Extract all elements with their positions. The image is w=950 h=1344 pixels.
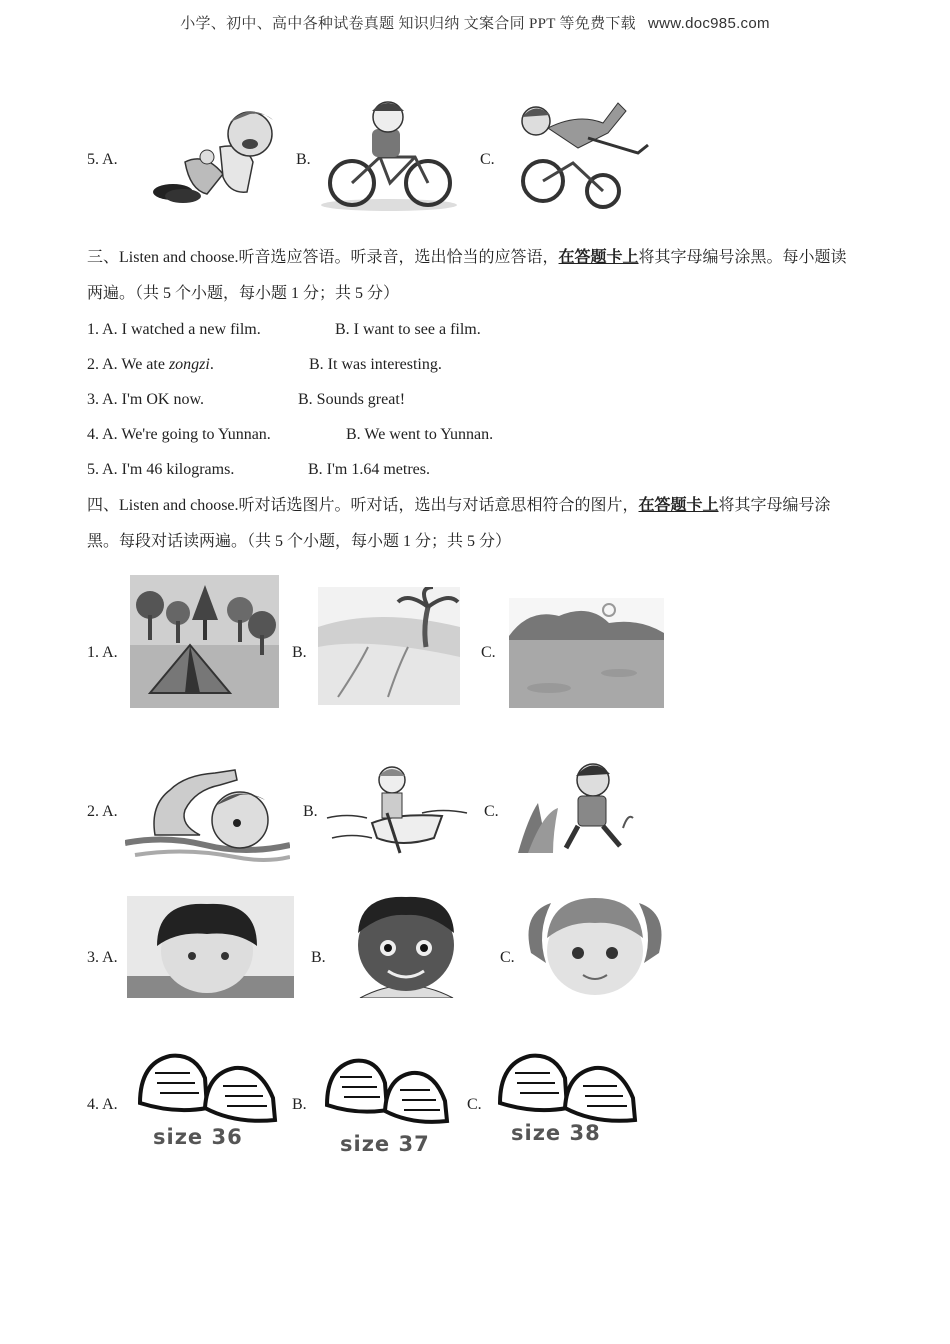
dark-skinned-boy-picture <box>340 893 473 998</box>
s3-item-5-option-a: 5. A. I'm 46 kilograms. <box>87 461 235 478</box>
s3-item-2 <box>87 356 442 374</box>
girl-ponytail-picture <box>521 893 669 998</box>
s4-q4-label-c: C. <box>467 1096 482 1113</box>
section4-intro-part2: 将其字母编号涂黑。每段对话读两遍。（共 5 个小题，每小题 1 分；共 5 分） <box>87 497 831 550</box>
s4-q1-label-c: C. <box>481 644 496 661</box>
s3-item-3-option-a: 3. A. I'm OK now. <box>87 391 204 408</box>
beach-palm-picture <box>318 587 460 705</box>
crying-boy-picture <box>135 102 280 204</box>
s3-item-1 <box>87 321 481 339</box>
s3-item-4-option-a: 4. A. We're going to Yunnan. <box>87 426 271 443</box>
s3-item-1-option-a: 1. A. I watched a new film. <box>87 321 261 338</box>
s3-item-4 <box>87 426 494 444</box>
header-text: 小学、初中、高中各种试卷真题 知识归纳 文案合同 PPT 等免费下载 <box>180 16 636 32</box>
s4-q4-label-a: 4. A. <box>87 1096 118 1113</box>
s3-item-5-option-b: B. I'm 1.64 metres. <box>308 461 430 478</box>
s4-q1-label-a: 1. A. <box>87 644 118 661</box>
s3-item-2-option-b: B. It was interesting. <box>309 356 442 373</box>
s4-q2-label-c: C. <box>484 803 499 820</box>
s4-q1-label-b: B. <box>292 644 307 661</box>
s3-item-3-option-b: B. Sounds great! <box>298 391 406 408</box>
camping-tent-picture <box>130 575 279 708</box>
section4-emphasis: 在答题卡上 <box>638 497 719 514</box>
shoes-size-36-picture <box>135 1048 280 1150</box>
header-site: www.doc985.com <box>648 15 770 32</box>
shoes-size-37-picture <box>322 1055 450 1155</box>
s4-q4-label-b: B. <box>292 1096 307 1113</box>
s4-q2-label-b: B. <box>303 803 318 820</box>
s3-item-2-option-a: 2. A. We ate zongzi. <box>87 356 214 373</box>
shoe-size-label-36: size 36 <box>153 1125 243 1149</box>
section3-instructions <box>87 240 857 312</box>
section3-intro-part2: 将其字母编号涂黑。每小题读两遍。（共 5 个小题，每小题 1 分；共 5 分） <box>87 249 847 302</box>
s4-q2-label-a: 2. A. <box>87 803 118 820</box>
shoe-size-label-38: size 38 <box>511 1121 601 1145</box>
page-header <box>0 12 950 33</box>
section3-intro-part1: 三、Listen and choose.听音选应答语。听录音，选出恰当的应答语， <box>87 249 559 266</box>
q5-prev-label-c: C. <box>480 151 495 168</box>
swimming-boy-picture <box>125 765 290 865</box>
s3-item-5 <box>87 461 430 479</box>
section4-intro-part1: 四、Listen and choose.听对话选图片。听对话，选出与对话意思相符合的图片， <box>87 497 639 514</box>
s4-q3-label-c: C. <box>500 949 515 966</box>
s3-item-1-option-b: B. I want to see a film. <box>335 321 481 338</box>
shoes-size-38-picture <box>495 1048 640 1148</box>
grassland-picture <box>509 598 664 708</box>
q5-prev-label-a: 5. A. <box>87 151 118 168</box>
boy-sitting-plants-picture <box>508 758 638 858</box>
q5-prev-label-b: B. <box>296 151 311 168</box>
boy-rowing-boat-picture <box>322 758 470 858</box>
s3-item-3 <box>87 391 406 409</box>
s4-q3-label-b: B. <box>311 949 326 966</box>
boy-falling-off-bike-picture <box>508 93 653 211</box>
boy-on-bike-picture <box>320 97 458 212</box>
shoe-size-label-37: size 37 <box>340 1132 430 1155</box>
section3-emphasis: 在答题卡上 <box>558 249 639 266</box>
boy-bowl-haircut-picture <box>127 896 294 998</box>
s3-item-4-option-b: B. We went to Yunnan. <box>346 426 494 443</box>
section4-instructions <box>87 488 857 560</box>
s4-q3-label-a: 3. A. <box>87 949 118 966</box>
